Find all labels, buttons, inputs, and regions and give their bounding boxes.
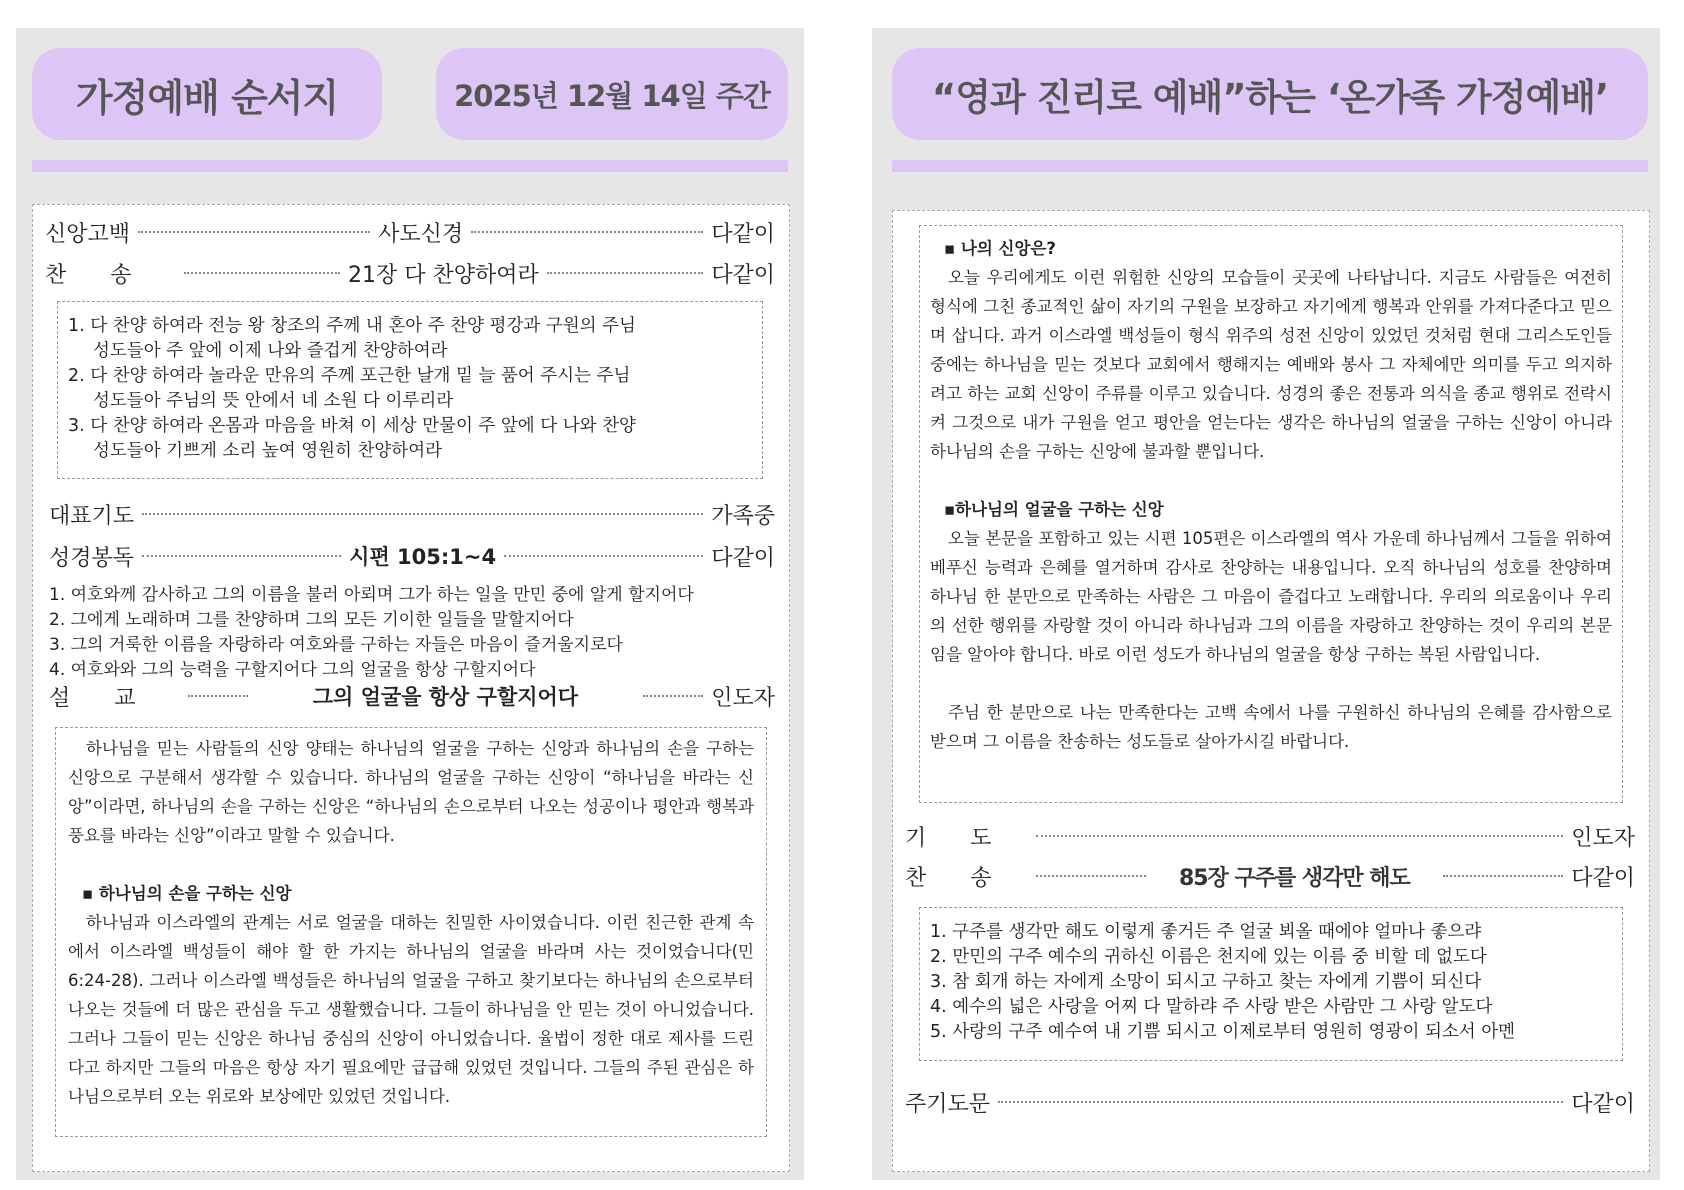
date-pill (436, 48, 788, 140)
lyric-line: 3. 참 회개 하는 자에게 소망이 되시고 구하고 찾는 자에게 기쁨이 되신다 (930, 972, 1482, 992)
title-pill (32, 48, 382, 140)
dot-leader (471, 231, 703, 233)
row-content: 시편 105:1~4 (349, 545, 497, 569)
theme-title: “영과 진리로 예배”하는 ‘온가족 가정예배’ (931, 76, 1609, 119)
verse-line: 4. 여호와와 그의 능력을 구할지어다 그의 얼굴을 항상 구할지어다 (49, 660, 536, 680)
row-content: 그의 얼굴을 항상 구할지어다 (312, 685, 579, 709)
section-heading: ▪하나님의 얼굴을 구하는 신앙 (944, 500, 1164, 519)
row-label: 설교 (49, 685, 180, 711)
lyric-line: 2. 만민의 구주 예수의 귀하신 이름은 천지에 있는 이름 중 비할 데 없도다 (930, 947, 1487, 967)
dot-leader (142, 513, 703, 515)
hymn-lyrics-box (919, 907, 1623, 1061)
lyric-line: 4. 예수의 넓은 사랑을 어찌 다 말하랴 주 사랑 받은 사람만 그 사랑 알도다 (930, 997, 1493, 1017)
verse-line: 2. 그에게 노래하며 그를 찬양하며 그의 모든 기이한 일들을 말할지어다 (49, 610, 574, 630)
theme-pill (892, 48, 1648, 140)
row-lords-prayer (905, 1087, 1635, 1117)
row-leader: 인도자 (711, 685, 775, 711)
order-sheet (892, 210, 1650, 1172)
dot-leader (643, 695, 703, 697)
dot-leader (184, 272, 340, 274)
row-leader: 다같이 (711, 545, 775, 571)
lyric-line: 2. 다 찬양 하여라 놀라운 만유의 주께 포근한 날개 밑 늘 품어 주시는 주님 (68, 366, 631, 386)
row-leader: 다같이 (1571, 1091, 1635, 1117)
right-page (872, 28, 1660, 1180)
lyric-line: 3. 다 찬양 하여라 온몸과 마음을 바쳐 이 세상 만물이 주 앞에 다 나와 찬양 (68, 416, 636, 436)
row-reading (49, 541, 775, 571)
sermon-intro: 하나님을 믿는 사람들의 신앙 양태는 하나님의 얼굴을 구하는 신앙과 하나님의 손을 구하는 신앙으로 구분해서 생각할 수 있습니다. 하나님의 얼굴을 구하는 신앙이 “하나님을 바라는 신앙”이라면, 하나님의 손을 구하는 신앙은 “하나님의 손으로부터 나오는 성공이나 평안과 행복과 풍요를 바라는 신앙”이라고 말할 수 있습니다. (68, 739, 754, 845)
dot-leader (998, 1101, 1563, 1103)
hymn-lyrics-box (57, 301, 763, 479)
week-date: 2025년 12월 14일 주간 (454, 78, 770, 113)
row-label: 찬송 (905, 865, 1036, 891)
row-label: 대표기도 (49, 503, 135, 529)
section-body: 오늘 본문을 포함하고 있는 시편 105편은 이스라엘의 역사 가운데 하나님께서 그들을 위하여 베푸신 능력과 은혜를 열거하며 감사로 찬양하는 내용입니다. 오직 하나님의 성호를 찬양하며 하나님 한 분만으로 만족하는 사람은 그 마음이 즐겁다고 노래합니다. 우리의 의로움이나 우리의 선한 행위를 자랑할 것이 아니라 하나님과 그의 이름을 자랑하고 찬양하는 것이 우리의 본문임을 알아야 합니다. 바로 이런 성도가 하나님의 얼굴을 항상 구하는 복된 사람입니다. (930, 529, 1612, 664)
row-sermon (49, 681, 775, 711)
lyric-line: 1. 구주를 생각만 해도 이렇게 좋거든 주 얼굴 뵈올 때에야 얼마나 좋으랴 (930, 922, 1482, 942)
row-leader: 다같이 (711, 262, 775, 288)
row-content: 사도신경 (378, 221, 464, 247)
row-leader: 다같이 (1571, 865, 1635, 891)
dot-leader (1036, 835, 1564, 837)
dot-leader (1443, 875, 1563, 877)
lyric-line: 성도들아 주 앞에 이제 나와 즐겁게 찬양하여라 (93, 341, 448, 361)
message-box (919, 225, 1623, 803)
order-sheet (32, 204, 790, 1172)
spacer (68, 850, 754, 879)
dot-leader (504, 555, 703, 557)
closing-paragraph: 주님 한 분만으로 나는 만족한다는 고백 속에서 나를 구원하신 하나님의 은혜를 감사함으로 받으며 그 이름을 찬송하는 성도들로 살아가시길 바랍니다. (930, 703, 1612, 751)
row-label: 신앙고백 (45, 221, 131, 247)
row-content: 21장 다 찬양하여라 (348, 262, 539, 288)
row-prayer (905, 821, 1635, 851)
section-heading: ▪ 나의 신앙은? (944, 239, 1056, 258)
dot-leader (138, 231, 370, 233)
row-leader: 인도자 (1571, 825, 1635, 851)
row-content: 85장 구주를 생각만 해도 (1178, 865, 1410, 891)
divider-bar (892, 160, 1648, 172)
row-hymn (905, 861, 1635, 891)
spacer (930, 669, 1612, 698)
left-page (16, 28, 804, 1180)
sermon-box (55, 727, 767, 1137)
verse-line: 1. 여호와께 감사하고 그의 이름을 불러 아뢰며 그가 하는 일을 만민 중에 알게 할지어다 (49, 585, 694, 605)
verse-line: 3. 그의 거룩한 이름을 자랑하라 여호와를 구하는 자들은 마음이 즐거울지로다 (49, 635, 623, 655)
row-hymn (45, 258, 775, 288)
sermon-body: 하나님과 이스라엘의 관계는 서로 얼굴을 대하는 친밀한 사이였습니다. 이런 친근한 관계 속에서 이스라엘 백성들이 해야 할 한 가지는 하나님의 얼굴을 바라며 사는 것이었습니다(민 6:24-28). 그러나 이스라엘 백성들은 하나님의 얼굴을 구하고 찾기보다는 하나님의 손으로부터 나오는 것들에 더 많은 관심을 두고 생활했습니다. 그들이 하나님을 안 믿는 것이 아니었습니다. 그러나 그들이 믿는 신앙은 하나님 중심의 신앙이 아니었습니다. 율법이 정한 대로 제사를 드린다고 하지만 그들의 마음은 항상 자기 필요에만 급급해 있었던 것입니다. 그들의 주된 관심은 하나님으로부터 오는 위로와 보상에만 있었던 것입니다. (68, 913, 754, 1106)
dot-leader (1036, 875, 1146, 877)
dot-leader (142, 555, 341, 557)
row-leader: 다같이 (711, 221, 776, 247)
lyric-line: 성도들아 주님의 뜻 안에서 네 소원 다 이루리라 (93, 391, 454, 411)
dot-leader (188, 695, 248, 697)
page-title: 가정예배 순서지 (75, 75, 339, 120)
row-creed (45, 217, 775, 247)
lyric-line: 5. 사랑의 구주 예수여 내 기쁨 되시고 이제로부터 영원히 영광이 되소서 아멘 (930, 1022, 1516, 1042)
row-label: 기도 (905, 825, 1036, 851)
sermon-subheading: ▪ 하나님의 손을 구하는 신앙 (82, 884, 292, 903)
row-leader: 가족중 (711, 503, 775, 529)
spacer (930, 466, 1612, 495)
row-label: 성경봉독 (49, 545, 135, 571)
lyric-line: 1. 다 찬양 하여라 전능 왕 창조의 주께 내 혼아 주 찬양 평강과 구원의 주님 (68, 316, 636, 336)
row-label: 주기도문 (905, 1091, 991, 1117)
section-body: 오늘 우리에게도 이런 위험한 신앙의 모습들이 곳곳에 나타납니다. 지금도 사람들은 여전히 형식에 그친 종교적인 삶이 자기의 구원을 보장하고 자기에게 행복과 안위를 가져다준다고 믿으며 삽니다. 과거 이스라엘 백성들이 형식 위주의 성전 신앙이 있었던 것처럼 현대 그리스도인들 중에는 하나님을 믿는 것보다 교회에서 행해지는 예배와 봉사 그 자체에만 의미를 두고 의지하려고 하는 교회 신앙이 주류를 이루고 있습니다. 성경의 좋은 전통과 의식을 종교 행위로 전락시켜 그것으로 내가 구원을 얻고 평안을 얻는다는 생각은 하나님의 얼굴을 구하는 신앙이 아니라 하나님의 손을 구하는 신앙에 불과할 뿐입니다. (930, 268, 1612, 461)
dot-leader (547, 272, 703, 274)
row-label: 찬송 (45, 262, 176, 288)
divider-bar (32, 160, 788, 172)
scripture-verses (49, 583, 769, 683)
row-prayer (49, 499, 775, 529)
lyric-line: 성도들아 기쁘게 소리 높여 영원히 찬양하여라 (93, 441, 443, 461)
